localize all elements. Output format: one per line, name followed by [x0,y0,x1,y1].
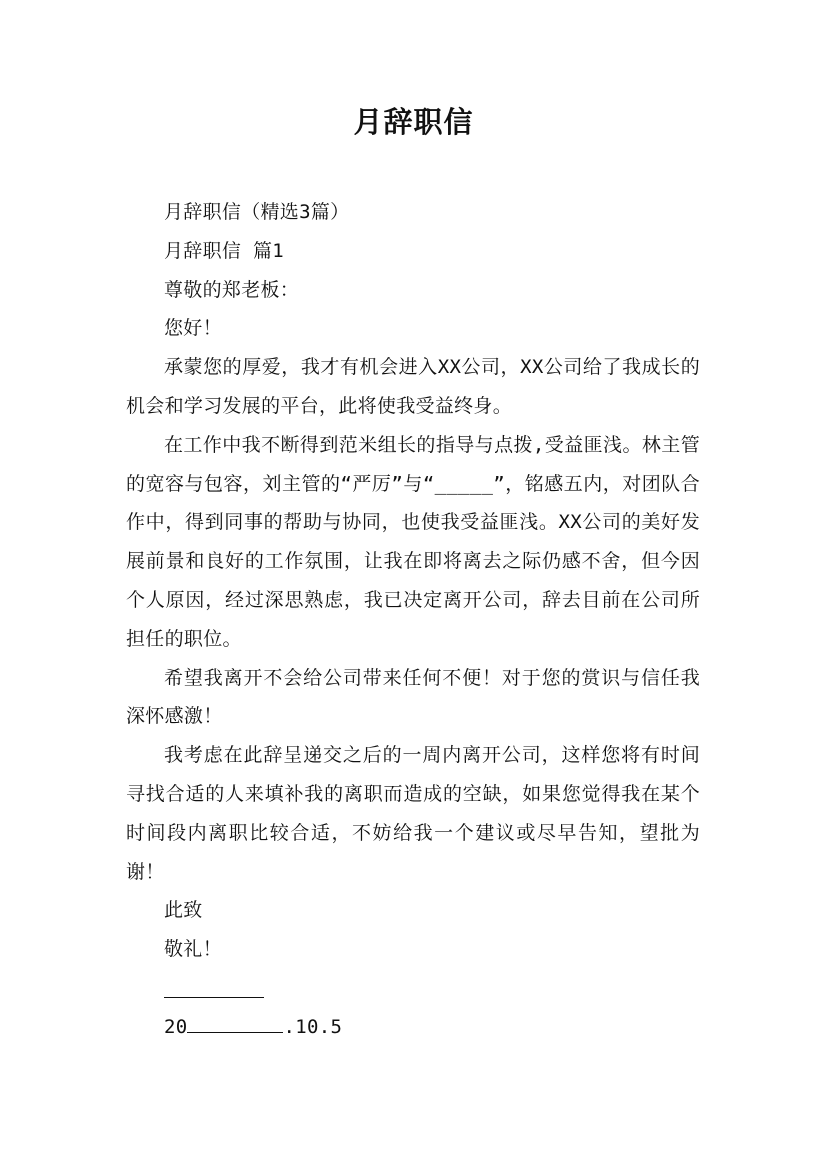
document-title: 月辞职信 [353,105,474,139]
date-line [126,1008,700,1047]
paragraph-closing: 此致 [164,899,203,922]
paragraph-heading: 月辞职信（精选3篇） [164,201,350,223]
paragraph-body-4: 我考虑在此辞呈递交之后的一周内离开公司，这样您将有时间寻找合适的人来填补我的离职而造成的空缺，如果您觉得我在某个时间段内离职比较合适，不妨给我一个建议或尽早告知，望批为谢！ [126,744,700,883]
date-blank [187,1010,283,1033]
paragraph-regards: 敬礼！ [164,938,222,961]
document-body [126,193,700,1047]
paragraph-section-label: 月辞职信 篇1 [164,239,284,262]
paragraph-greeting: 您好！ [164,317,222,340]
paragraph-body-3: 希望我离开不会给公司带来任何不便！对于您的赏识与信任我深怀感激！ [126,666,700,728]
paragraph-body-1: 承蒙您的厚爱，我才有机会进入XX公司，XX公司给了我成长的机会和学习发展的平台，此将使我受益终身。 [126,356,700,417]
paragraph-body-2: 在工作中我不断得到范米组长的指导与点拨,受益匪浅。林主管的宽容与包容，刘主管的“严厉”与“_____”，铭感五内，对团队合作中，得到同事的帮助与协同，也使我受益匪浅。XX公司的美好发展前景和良好的工作氛围，让我在即将离去之际仍感不舍，但今因个人原因，经过深思熟虑，我已决定离开公司，辞去目前在公司所担任的职位。 [126,433,700,650]
date-suffix: .10.5 [283,1015,343,1038]
signature-blank [164,969,264,998]
paragraph-salutation: 尊敬的郑老板： [164,278,300,301]
date-prefix: 20 [164,1015,188,1038]
signature-line [126,969,700,1008]
